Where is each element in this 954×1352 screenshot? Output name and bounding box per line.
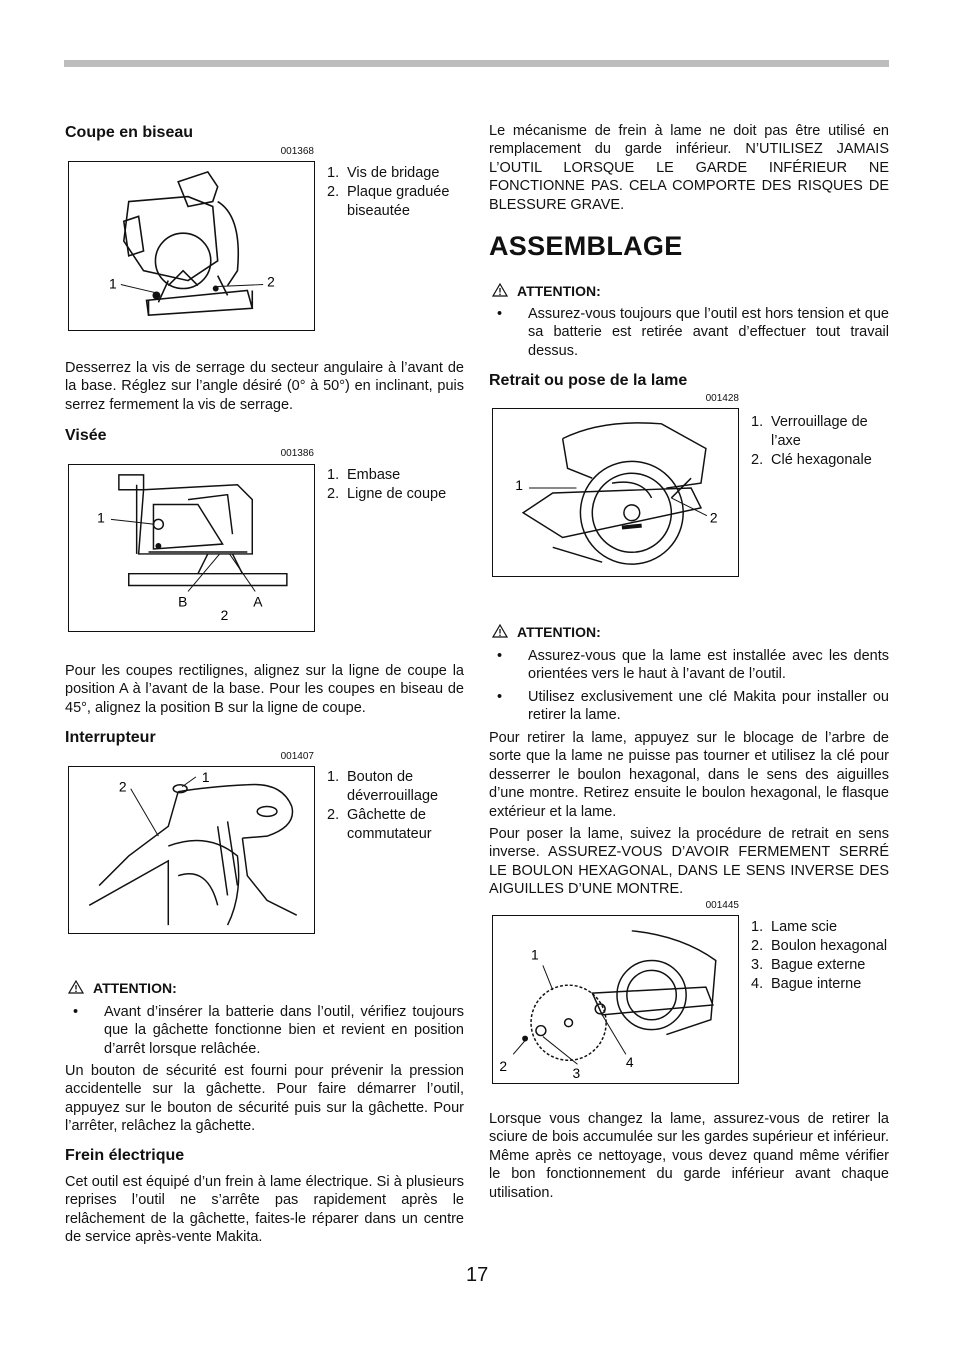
figure-blade-parts <box>492 915 739 1084</box>
heading-interrupteur: Interrupteur <box>65 729 156 746</box>
legend-item: 2. Gâchette de commutateur <box>327 807 432 842</box>
paragraph: Le mécanisme de frein à lame ne doit pas être utilisé en remplacement du garde inférieur. N’UTILISEZ JAMAIS L’OUTIL LORSQUE LE GARDE INFÉRIEUR NE FONCTIONNE PAS. CELA COMPORTE DES RISQUES DE BLESSURE GRAVE. <box>489 123 889 213</box>
bullet-item: • Utilisez exclusivement une clé Makita pour installer ou retirer la lame. <box>497 689 889 724</box>
page-number: 17 <box>466 1264 489 1286</box>
bullet-dot: • <box>73 1004 79 1020</box>
heading-retrait-pose-lame: Retrait ou pose de la lame <box>489 372 688 389</box>
figure-code: 001428 <box>705 393 739 404</box>
figure-bevel-cut <box>68 161 315 331</box>
blade-removal-illustration <box>493 409 738 576</box>
bullet-dot: • <box>497 306 503 322</box>
legend-blade-parts <box>751 918 901 994</box>
warning-triangle-icon <box>492 283 508 297</box>
legend-item: 3. Bague externe <box>751 957 866 973</box>
blade-parts-illustration <box>493 916 738 1083</box>
header-rule <box>64 60 889 67</box>
legend-item: 2. Plaque graduée biseautée <box>327 184 450 219</box>
callout-label: 4 <box>625 1054 634 1071</box>
paragraph: Pour poser la lame, suivez la procédure de retrait en sens inverse. ASSUREZ-VOUS D’AVOIR FERMEMENT SERRÉ LE BOULON HEXAGONAL, DANS LE SENS INVERSE DES AIGUILLES D’UNE MONTRE. <box>489 826 889 898</box>
figure-code: 001445 <box>705 900 739 911</box>
bullet-item: • Assurez-vous toujours que l’outil est hors tension et que sa batterie est retirée avant d’effectuer tout travail dessus. <box>497 306 889 359</box>
callout-label: 1 <box>108 275 117 292</box>
figure-blade-removal <box>492 408 739 577</box>
legend-item: 2. Ligne de coupe <box>327 486 447 502</box>
paragraph: Lorsque vous changez la lame, assurez-vous de retirer la sciure de bois accumulée sur les gardes supérieur et inférieur. Même après ce nettoyage, vous devez quand même vérifier le bon fonctionnement du garde inférieur avant chaque utilisation. <box>489 1111 889 1201</box>
warning-triangle-icon <box>492 624 508 638</box>
figure-code: 001386 <box>280 448 314 459</box>
attention-label: ATTENTION: <box>68 980 177 996</box>
callout-label: 2 <box>220 607 229 624</box>
heading-visee: Visée <box>65 427 107 444</box>
callout-label: 2 <box>267 273 275 290</box>
figure-code: 001368 <box>280 146 314 157</box>
attention-label: ATTENTION: <box>492 624 601 640</box>
heading-coupe-en-biseau: Coupe en biseau <box>65 124 194 141</box>
callout-label: 2 <box>118 778 127 795</box>
legend-item: 1. Vis de bridage <box>327 165 440 181</box>
heading-assemblage: ASSEMBLAGE <box>489 231 683 261</box>
paragraph: Cet outil est équipé d’un frein à lame électrique. Si à plusieurs reprises l’outil ne s’arrête pas rapidement après le relâchement de la gâchette, faites-le réparer dans un centre de service après-vente Makita. <box>65 1174 464 1246</box>
bullet-item: • Assurez-vous que la lame est installée avec les dents orientées vers le haut à l’avant de l’outil. <box>497 648 889 683</box>
callout-label: 2 <box>499 1058 508 1075</box>
paragraph: Pour les coupes rectilignes, alignez sur la ligne de coupe la position A à l’avant de la base. Pour les coupes en biseau de 45°, alignez la position B sur la ligne de coupe. <box>65 663 464 716</box>
attention-label: ATTENTION: <box>492 283 601 299</box>
figure-sighting <box>68 464 315 632</box>
callout-label: B <box>178 593 188 610</box>
legend-coupe <box>327 164 477 221</box>
legend-item: 1. Bouton de déverrouillage <box>327 769 439 804</box>
callout-label: 3 <box>572 1065 581 1082</box>
callout-label: 2 <box>709 509 718 526</box>
bullet-item: • Avant d’insérer la batterie dans l’outil, vérifiez toujours que la gâchette fonctionne bien et revient en position d’arrêt lorsque relâchée. <box>73 1004 464 1057</box>
paragraph: Desserrez la vis de serrage du secteur angulaire à l’avant de la base. Réglez sur l’angle désiré (0° à 50°) en inclinant, puis serrez fermement la vis de serrage. <box>65 360 464 413</box>
callout-label: 1 <box>201 768 210 785</box>
legend-item: 1. Embase <box>327 467 401 483</box>
sighting-illustration <box>69 465 314 631</box>
bullet-dot: • <box>497 689 503 705</box>
bevel-cut-illustration <box>69 162 314 330</box>
legend-visee <box>327 466 477 504</box>
paragraph: Pour retirer la lame, appuyez sur le blocage de l’arbre de sorte que la lame ne puisse pas tourner et utilisez la clé pour desserrer le boulon hexagonal, dans le sens des aiguilles d’une montre. Retirez ensuite le boulon hexagonal, le flasque extérieur et la lame. <box>489 730 889 820</box>
legend-item: 4. Bague interne <box>751 976 862 992</box>
legend-item: 1. Lame scie <box>751 919 838 935</box>
legend-interrupteur <box>327 768 477 844</box>
paragraph: Un bouton de sécurité est fourni pour prévenir la pression accidentelle sur la gâchette. Pour faire démarrer l’outil, appuyez sur le bouton de sécurité puis sur la gâchette. Pour l’arrêter, relâchez la gâchette. <box>65 1063 464 1135</box>
figure-switch <box>68 766 315 934</box>
legend-item: 2. Clé hexagonale <box>751 452 872 468</box>
legend-retrait <box>751 413 901 470</box>
callout-label: 1 <box>515 477 523 494</box>
callout-label: A <box>253 593 263 610</box>
bullet-dot: • <box>497 648 503 664</box>
warning-triangle-icon <box>68 980 84 994</box>
switch-illustration <box>69 767 314 933</box>
legend-item: 2. Boulon hexagonal <box>751 938 888 954</box>
legend-item: 1. Verrouillage de l’axe <box>751 414 868 449</box>
figure-code: 001407 <box>280 751 314 762</box>
callout-label: 1 <box>531 946 539 963</box>
callout-label: 1 <box>97 509 105 526</box>
heading-frein-electrique: Frein électrique <box>65 1147 185 1164</box>
